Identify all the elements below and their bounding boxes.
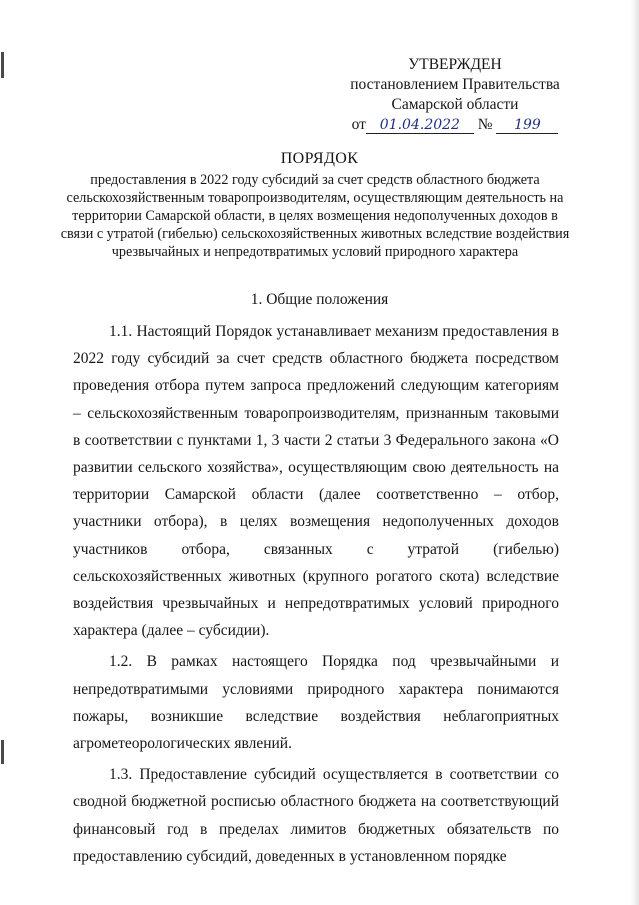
date-prefix: от: [351, 116, 366, 133]
scan-edge: [630, 0, 639, 905]
approval-stamp: [340, 55, 570, 135]
resolution-label: постановлением Правительства: [350, 76, 560, 93]
handwritten-number: 199: [496, 118, 558, 134]
paragraph-1-3: 1.3. Предоставление субсидий осуществляется в соответствии со сводной бюджетной росписью областного бюджета на соответствующий финансовый год в пределах лимитов бюджетных обязательств по предоставлению субсидий, доведенных в установленном порядке: [73, 766, 559, 865]
scan-mark: [1, 52, 4, 78]
section-heading: 1. Общие положения: [250, 291, 389, 308]
number-sign: №: [477, 116, 493, 133]
approved-label: УТВЕРЖДЕН: [408, 56, 502, 73]
document-title: ПОРЯДОК: [280, 150, 359, 167]
paragraph-1-1: 1.1. Настоящий Порядок устанавливает механизм предоставления в 2022 году субсидий за счет средств областного бюджета посредством проведения отбора путем запроса предложений следующим категориям – сельскохозяйственным товаропроизводителям, признанным таковыми в соответствии с пунктами 1, 3 части 2 статьи 3 Федерального закона «О развитии сельского хозяйства», осуществляющим свою деятельность на территории Самарской области (далее соответственно – отбор, участники отбора), в целях возмещения недополученных доходов участников отбора, связанных с утратой (гибелью) сельскохозяйственных животных (крупного рогатого скота) вследствие воздействия чрезвычайных и непредотвратимых условий природного характера (далее – субсидии).: [73, 323, 559, 640]
scan-mark: [1, 740, 4, 764]
date-number-line: [340, 115, 570, 135]
document-body: [73, 318, 559, 870]
paragraph-1-2: 1.2. В рамках настоящего Порядка под чрезвычайными и непредотвратимыми условиями природного характера понимаются пожары, возникшие вследствие воздействия неблагоприятных агрометеорологических явлений.: [73, 653, 559, 753]
region-label: Самарской области: [391, 96, 519, 113]
handwritten-date: 01.04.2022: [366, 118, 474, 134]
document-subtitle: предоставления в 2022 году субсидий за счет средств областного бюджета сельскохозяйственным товаропроизводителям, осуществляющим деятельность на территории Самарской области, в целях возмещения недополученных доходов в связи с утратой (гибелью) сельскохозяйственных животных вследствие воздействия чрезвычайных и непредотвратимых условий природного характера: [60, 172, 570, 260]
